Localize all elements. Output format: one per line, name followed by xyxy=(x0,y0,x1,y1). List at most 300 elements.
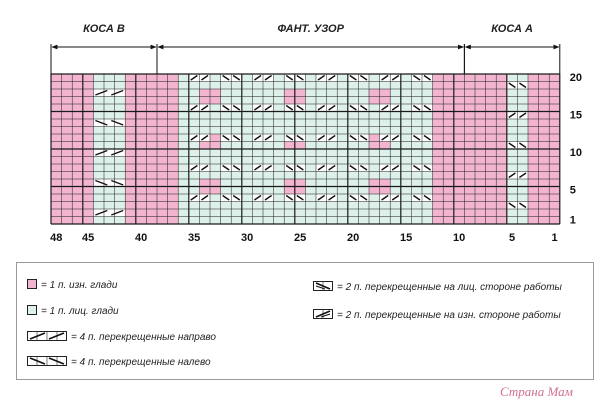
knit-cell xyxy=(517,97,528,105)
stitch-number-label: 15 xyxy=(399,232,413,244)
purl-cell xyxy=(475,89,486,97)
knit-cell xyxy=(242,112,253,120)
knit-cell xyxy=(115,157,126,165)
knit-cell xyxy=(178,82,189,90)
knit-cell xyxy=(327,119,338,127)
row-number-label: 15 xyxy=(569,109,583,122)
knit-cell xyxy=(263,97,274,105)
knit-cell xyxy=(305,142,316,150)
knit-cell xyxy=(210,74,221,82)
knit-cell xyxy=(252,149,263,157)
knit-cell xyxy=(189,179,200,187)
purl-cell xyxy=(433,172,444,180)
purl-cell xyxy=(168,209,179,217)
purl-cell xyxy=(51,202,62,210)
knit-cell xyxy=(316,202,327,210)
knit-cell xyxy=(507,127,518,135)
row-number-label: 20 xyxy=(569,72,583,84)
purl-cell xyxy=(51,194,62,202)
knit-cell xyxy=(517,89,528,97)
purl-cell xyxy=(125,104,136,112)
knit-cell xyxy=(284,119,295,127)
knit-cell xyxy=(411,89,422,97)
knit-cell xyxy=(369,82,380,90)
purl-cell xyxy=(528,217,539,225)
knit-cell xyxy=(274,187,285,195)
knit-cell xyxy=(390,142,401,150)
knit-cell xyxy=(411,142,422,150)
knit-cell xyxy=(507,164,518,172)
purl-cell xyxy=(51,112,62,120)
knit-cell xyxy=(401,89,412,97)
purl-cell xyxy=(168,157,179,165)
purl-cell xyxy=(72,97,83,105)
purl-cell xyxy=(443,134,454,142)
knit-cell xyxy=(231,142,242,150)
knit-cell xyxy=(178,142,189,150)
purl-cell xyxy=(136,157,147,165)
knit-cell xyxy=(104,202,115,210)
knit-cell xyxy=(252,202,263,210)
purl-cell xyxy=(146,134,157,142)
knit-cell xyxy=(274,202,285,210)
cable-b-cross xyxy=(93,119,125,127)
purl-cell xyxy=(454,172,465,180)
purl-cell xyxy=(464,209,475,217)
purl-cell xyxy=(539,97,550,105)
purl-cell xyxy=(496,194,507,202)
knit-cell xyxy=(327,89,338,97)
purl-cell xyxy=(528,142,539,150)
knit-cell xyxy=(93,104,104,112)
knit-cell xyxy=(390,209,401,217)
knit-cell xyxy=(305,89,316,97)
purl-cell xyxy=(475,164,486,172)
knit-cell xyxy=(316,82,327,90)
purl-cell xyxy=(284,89,295,97)
knit-cell xyxy=(199,127,210,135)
purl-cell xyxy=(528,74,539,82)
knit-cell xyxy=(274,119,285,127)
knit-cell xyxy=(327,202,338,210)
knit-cell xyxy=(221,209,232,217)
purl-cell xyxy=(136,209,147,217)
knit-cell xyxy=(221,89,232,97)
purl-cell xyxy=(199,179,210,187)
knit-cell xyxy=(231,202,242,210)
legend-cross2-ws xyxy=(313,307,561,323)
knit-cell xyxy=(517,217,528,225)
purl-cell xyxy=(454,209,465,217)
knit-cell xyxy=(252,172,263,180)
knit-stitch-icon xyxy=(27,302,37,320)
knit-cell xyxy=(242,209,253,217)
purl-cell xyxy=(528,149,539,157)
purl-cell xyxy=(51,97,62,105)
purl-cell xyxy=(496,172,507,180)
purl-cell xyxy=(475,82,486,90)
knit-cell xyxy=(337,172,348,180)
knit-cell xyxy=(507,89,518,97)
knit-cell xyxy=(210,194,221,202)
purl-cell xyxy=(454,74,465,82)
knit-cell xyxy=(252,217,263,225)
purl-cell xyxy=(62,142,73,150)
knit-cell xyxy=(327,142,338,150)
knit-cell xyxy=(422,202,433,210)
knit-cell xyxy=(517,74,528,82)
knit-cell xyxy=(369,202,380,210)
stitch-number-label: 5 xyxy=(509,232,516,244)
knit-cell xyxy=(199,157,210,165)
purl-cell xyxy=(83,134,94,142)
knit-cell xyxy=(316,209,327,217)
knit-cell xyxy=(221,142,232,150)
cross-2-right-side-icon xyxy=(313,278,333,296)
purl-cell xyxy=(433,119,444,127)
knit-cell xyxy=(507,134,518,142)
purl-cell xyxy=(146,142,157,150)
knit-cell xyxy=(115,172,126,180)
knit-cell xyxy=(422,149,433,157)
knit-cell xyxy=(210,202,221,210)
knit-cell xyxy=(242,179,253,187)
purl-cell xyxy=(72,74,83,82)
knit-cell xyxy=(189,82,200,90)
purl-cell xyxy=(125,97,136,105)
purl-cell xyxy=(475,202,486,210)
purl-cell xyxy=(443,127,454,135)
purl-cell xyxy=(83,179,94,187)
purl-cell xyxy=(284,179,295,187)
knit-cell xyxy=(507,217,518,225)
knit-cell xyxy=(401,142,412,150)
purl-cell xyxy=(549,82,560,90)
knit-cell xyxy=(231,89,242,97)
purl-cell xyxy=(62,194,73,202)
purl-cell xyxy=(146,119,157,127)
purl-cell xyxy=(486,119,497,127)
knit-cell xyxy=(411,97,422,105)
knit-cell xyxy=(369,149,380,157)
purl-cell xyxy=(284,142,295,150)
knit-cell xyxy=(189,89,200,97)
purl-cell xyxy=(51,164,62,172)
purl-cell xyxy=(168,187,179,195)
knit-cell xyxy=(104,187,115,195)
purl-cell xyxy=(157,172,168,180)
knit-cell xyxy=(178,202,189,210)
knit-cell xyxy=(252,157,263,165)
purl-cell xyxy=(528,172,539,180)
purl-cell xyxy=(136,89,147,97)
knit-cell xyxy=(242,82,253,90)
purl-cell xyxy=(168,127,179,135)
knit-cell xyxy=(337,202,348,210)
knit-cell xyxy=(263,202,274,210)
purl-cell xyxy=(443,164,454,172)
knit-cell xyxy=(327,187,338,195)
purl-cell xyxy=(51,217,62,225)
purl-cell xyxy=(486,112,497,120)
purl-cell xyxy=(443,187,454,195)
purl-cell xyxy=(72,112,83,120)
purl-cell xyxy=(475,157,486,165)
knit-cell xyxy=(221,217,232,225)
knit-cell xyxy=(178,157,189,165)
purl-cell xyxy=(475,97,486,105)
purl-cell xyxy=(157,104,168,112)
knit-cell xyxy=(242,217,253,225)
knit-cell xyxy=(358,82,369,90)
purl-cell xyxy=(83,194,94,202)
purl-cell xyxy=(136,194,147,202)
knit-cell xyxy=(358,202,369,210)
knit-cell xyxy=(369,127,380,135)
stitch-number-label: 1 xyxy=(551,232,558,244)
row-number-label: 10 xyxy=(569,147,583,159)
knit-cell xyxy=(401,127,412,135)
stitch-number-label: 35 xyxy=(187,232,201,244)
knit-cell xyxy=(221,119,232,127)
purl-cell xyxy=(443,112,454,120)
knit-cell xyxy=(231,179,242,187)
knit-cell xyxy=(305,164,316,172)
purl-cell xyxy=(475,179,486,187)
knit-cell xyxy=(316,172,327,180)
purl-cell xyxy=(539,74,550,82)
purl-cell xyxy=(136,82,147,90)
purl-cell xyxy=(539,119,550,127)
purl-cell xyxy=(486,157,497,165)
purl-cell xyxy=(72,127,83,135)
purl-cell xyxy=(125,82,136,90)
purl-cell xyxy=(295,97,306,105)
purl-cell xyxy=(72,104,83,112)
purl-cell xyxy=(380,89,391,97)
knit-cell xyxy=(507,74,518,82)
purl-cell xyxy=(157,187,168,195)
knit-cell xyxy=(284,157,295,165)
knit-cell xyxy=(189,202,200,210)
knit-cell xyxy=(242,194,253,202)
knit-cell xyxy=(295,119,306,127)
knit-cell xyxy=(221,202,232,210)
knit-cell xyxy=(411,179,422,187)
knit-cell xyxy=(305,104,316,112)
stitch-number-label: 45 xyxy=(81,232,95,244)
knit-cell xyxy=(284,209,295,217)
purl-cell xyxy=(62,104,73,112)
purl-cell xyxy=(528,157,539,165)
purl-cell xyxy=(475,194,486,202)
knit-cell xyxy=(284,149,295,157)
purl-cell xyxy=(72,134,83,142)
knit-cell xyxy=(274,74,285,82)
knit-cell xyxy=(358,112,369,120)
knit-cell xyxy=(401,194,412,202)
knit-cell xyxy=(411,127,422,135)
purl-cell xyxy=(528,179,539,187)
purl-cell xyxy=(157,149,168,157)
purl-cell xyxy=(125,179,136,187)
cross-2-wrong-side-icon xyxy=(313,306,333,324)
cross-left-4-icon xyxy=(27,353,67,371)
purl-cell xyxy=(486,97,497,105)
purl-cell xyxy=(528,134,539,142)
cable-b-cross xyxy=(93,89,125,97)
knit-cell xyxy=(348,202,359,210)
knit-cell xyxy=(178,134,189,142)
purl-cell xyxy=(136,104,147,112)
purl-cell xyxy=(528,127,539,135)
knit-cell xyxy=(401,209,412,217)
knit-cell xyxy=(305,127,316,135)
purl-cell xyxy=(62,172,73,180)
purl-cell xyxy=(146,179,157,187)
purl-cell xyxy=(496,127,507,135)
knit-cell xyxy=(274,112,285,120)
knit-cell xyxy=(390,89,401,97)
purl-cell xyxy=(168,104,179,112)
purl-cell xyxy=(125,164,136,172)
purl-cell xyxy=(454,82,465,90)
knit-cell xyxy=(401,74,412,82)
purl-cell xyxy=(168,179,179,187)
purl-cell xyxy=(72,119,83,127)
knit-cell xyxy=(178,89,189,97)
purl-cell xyxy=(136,217,147,225)
purl-cell xyxy=(146,149,157,157)
knit-cell xyxy=(390,97,401,105)
purl-cell xyxy=(125,217,136,225)
knit-cell xyxy=(422,179,433,187)
purl-cell xyxy=(157,127,168,135)
purl-cell xyxy=(136,127,147,135)
knit-cell xyxy=(411,217,422,225)
knit-cell xyxy=(93,82,104,90)
purl-cell xyxy=(486,164,497,172)
knit-cell xyxy=(104,104,115,112)
purl-cell xyxy=(433,209,444,217)
stitch-number-label: 10 xyxy=(452,232,466,244)
knit-cell xyxy=(305,82,316,90)
knit-cell xyxy=(242,157,253,165)
knit-cell xyxy=(252,119,263,127)
purl-cell xyxy=(72,194,83,202)
knit-cell xyxy=(189,187,200,195)
knit-cell xyxy=(305,194,316,202)
purl-cell xyxy=(125,172,136,180)
purl-cell xyxy=(486,179,497,187)
knit-cell xyxy=(93,172,104,180)
knit-cell xyxy=(263,187,274,195)
purl-cell xyxy=(157,82,168,90)
legend-cross-left-4 xyxy=(27,354,211,370)
knit-cell xyxy=(358,217,369,225)
knit-cell xyxy=(199,149,210,157)
purl-cell xyxy=(295,179,306,187)
knit-cell xyxy=(337,104,348,112)
purl-cell xyxy=(433,194,444,202)
knit-cell xyxy=(517,119,528,127)
knit-cell xyxy=(295,172,306,180)
knit-cell xyxy=(93,194,104,202)
knit-cell xyxy=(507,97,518,105)
knit-cell xyxy=(358,119,369,127)
knit-cell xyxy=(178,127,189,135)
purl-cell xyxy=(443,157,454,165)
purl-cell xyxy=(539,172,550,180)
purl-cell xyxy=(433,89,444,97)
purl-cell xyxy=(464,157,475,165)
knit-cell xyxy=(263,142,274,150)
purl-cell xyxy=(83,82,94,90)
knit-cell xyxy=(104,142,115,150)
knit-cell xyxy=(221,172,232,180)
knit-cell xyxy=(348,172,359,180)
knit-cell xyxy=(274,104,285,112)
purl-cell xyxy=(62,202,73,210)
purl-cell xyxy=(464,187,475,195)
knit-cell xyxy=(274,179,285,187)
purl-cell xyxy=(496,164,507,172)
knit-cell xyxy=(369,194,380,202)
knit-cell xyxy=(274,149,285,157)
purl-cell xyxy=(549,217,560,225)
purl-cell xyxy=(454,217,465,225)
knit-cell xyxy=(390,157,401,165)
knit-cell xyxy=(380,202,391,210)
knit-cell xyxy=(348,179,359,187)
knit-cell xyxy=(358,157,369,165)
purl-cell xyxy=(51,134,62,142)
purl-cell xyxy=(146,157,157,165)
purl-cell xyxy=(168,74,179,82)
knit-cell xyxy=(401,112,412,120)
purl-cell xyxy=(549,97,560,105)
purl-cell xyxy=(51,82,62,90)
knit-cell xyxy=(115,127,126,135)
knit-cell xyxy=(358,179,369,187)
purl-cell xyxy=(443,202,454,210)
knit-cell xyxy=(422,209,433,217)
purl-cell xyxy=(125,112,136,120)
purl-cell xyxy=(136,187,147,195)
knit-cell xyxy=(380,82,391,90)
purl-cell xyxy=(454,119,465,127)
knit-cell xyxy=(93,127,104,135)
purl-cell xyxy=(539,209,550,217)
knit-cell xyxy=(348,142,359,150)
purl-cell xyxy=(528,89,539,97)
knit-cell xyxy=(358,172,369,180)
purl-cell xyxy=(51,119,62,127)
knit-cell xyxy=(316,157,327,165)
purl-cell xyxy=(454,164,465,172)
purl-cell xyxy=(72,157,83,165)
knit-cell xyxy=(115,104,126,112)
knit-cell xyxy=(507,187,518,195)
knit-cell xyxy=(242,202,253,210)
purl-cell xyxy=(168,142,179,150)
knit-cell xyxy=(369,104,380,112)
purl-cell xyxy=(72,142,83,150)
legend-cross2-rs xyxy=(313,279,562,295)
knit-cell xyxy=(369,164,380,172)
purl-cell xyxy=(136,112,147,120)
purl-cell xyxy=(83,127,94,135)
